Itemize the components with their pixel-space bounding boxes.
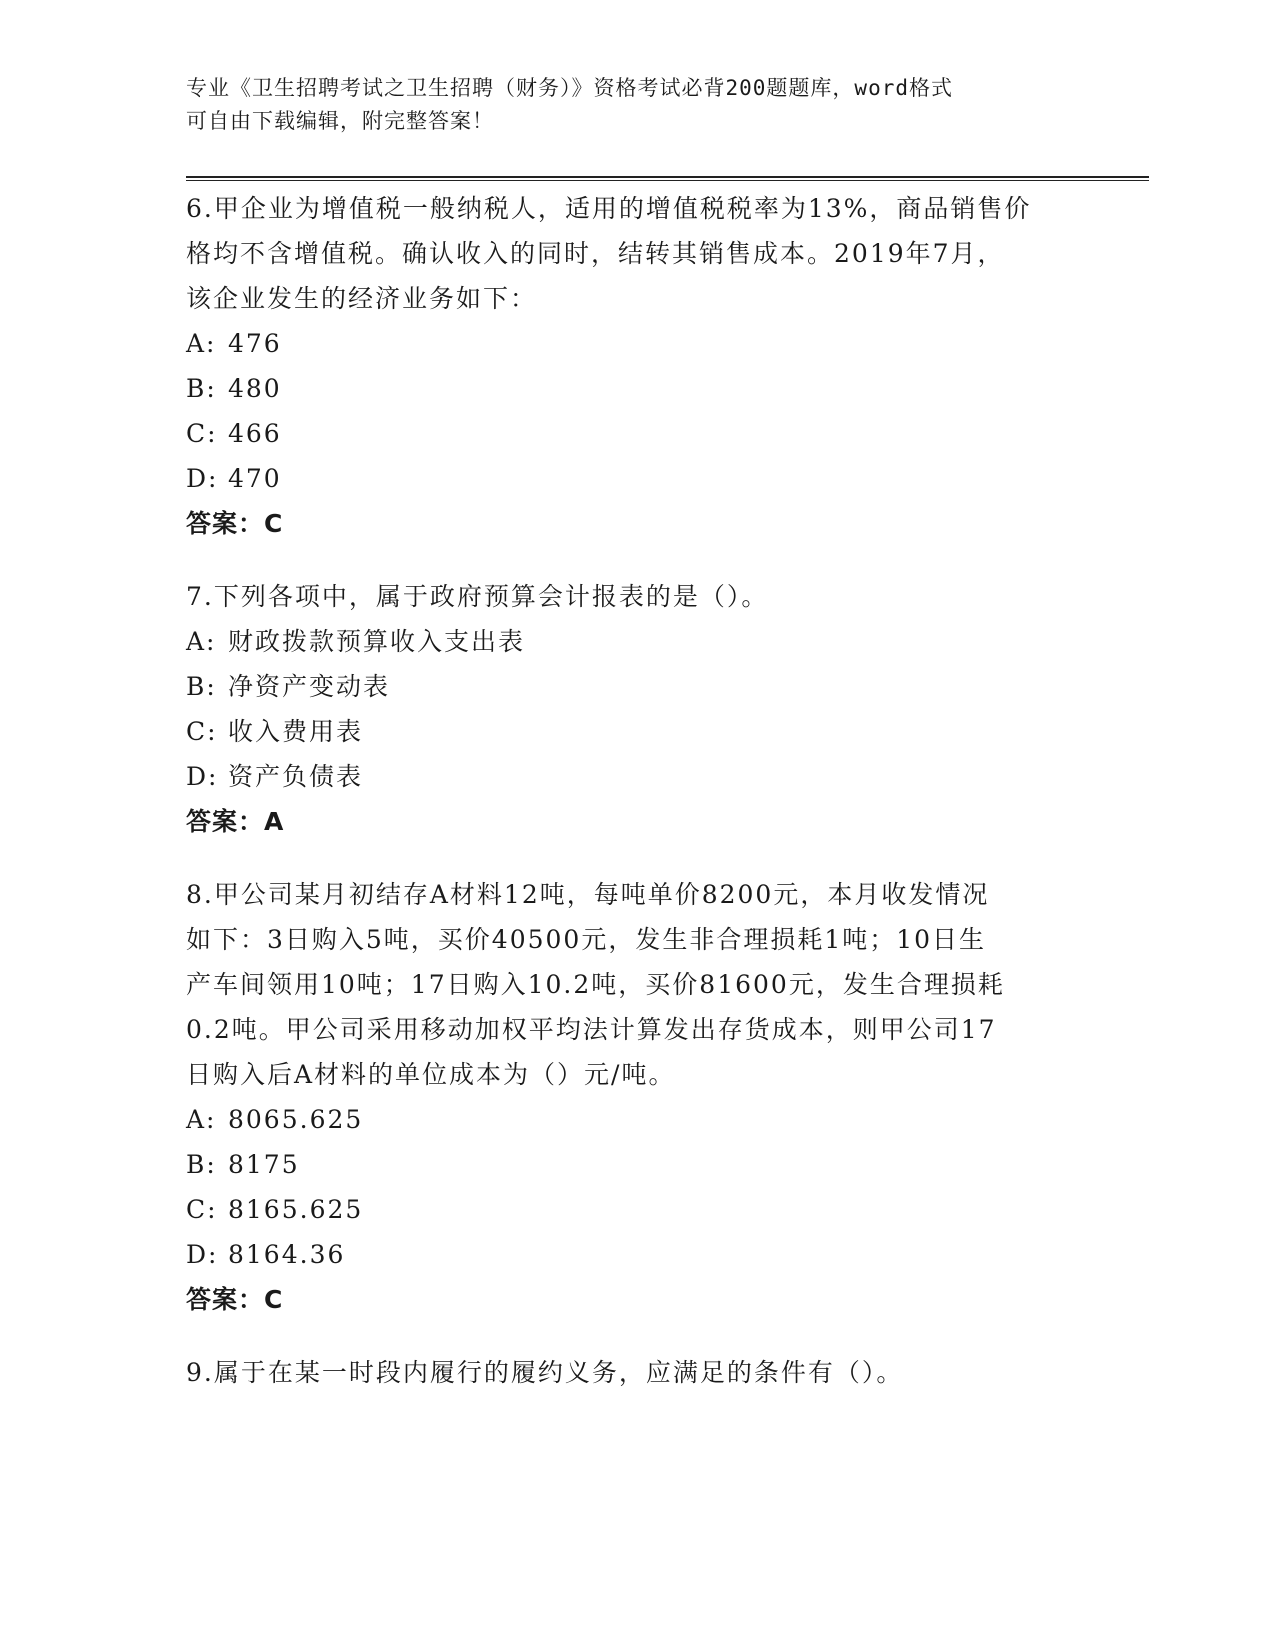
answer-line: 答案：C: [186, 509, 284, 538]
header-line-1: 专业《卫生招聘考试之卫生招聘（财务）》资格考试必背200题题库，word格式: [186, 76, 953, 100]
option-text: 8165.625: [228, 1195, 364, 1224]
answer-line: 答案：A: [186, 807, 285, 836]
question-stem: [186, 872, 1086, 1097]
stem-line: 8.甲公司某月初结存A材料12吨，每吨单价8200元，本月收发情况: [186, 880, 990, 909]
option-key: C:: [186, 717, 218, 746]
stem-line: 格均不含增值税。确认收入的同时，结转其销售成本。2019年7月，: [186, 239, 1005, 268]
answer-line: 答案：C: [186, 1285, 284, 1314]
option-key: A:: [186, 627, 217, 656]
question-stem: [186, 574, 1086, 619]
option-text: 资产负债表: [228, 762, 364, 791]
option-text: 470: [228, 464, 282, 493]
option-b: [186, 1142, 1086, 1187]
option-d: [186, 456, 1086, 501]
option-text: 8065.625: [228, 1105, 364, 1134]
option-text: 8175: [228, 1150, 300, 1179]
question-6: [186, 186, 1086, 546]
option-d: [186, 754, 1086, 799]
option-b: [186, 366, 1086, 411]
stem-line: 如下：3日购入5吨，买价40500元，发生非合理损耗1吨；10日生: [186, 925, 987, 954]
option-key: D:: [186, 762, 219, 791]
question-stem: [186, 1350, 1086, 1395]
stem-line: 该企业发生的经济业务如下：: [186, 284, 538, 313]
option-d: [186, 1232, 1086, 1277]
option-key: D:: [186, 1240, 219, 1269]
question-9: [186, 1350, 1086, 1395]
option-key: B:: [186, 374, 217, 403]
option-text: 480: [228, 374, 282, 403]
option-text: 476: [228, 329, 282, 358]
document-header: [186, 72, 1086, 138]
option-text: 财政拨款预算收入支出表: [228, 627, 526, 656]
option-key: A:: [186, 329, 217, 358]
option-a: [186, 1097, 1086, 1142]
option-b: [186, 664, 1086, 709]
option-text: 8164.36: [228, 1240, 346, 1269]
option-c: [186, 411, 1086, 456]
option-a: [186, 619, 1086, 664]
question-7: [186, 574, 1086, 844]
option-text: 收入费用表: [228, 717, 364, 746]
question-list: [186, 186, 1086, 1423]
option-c: [186, 1187, 1086, 1232]
option-key: B:: [186, 1150, 217, 1179]
option-a: [186, 321, 1086, 366]
header-line-2: 可自由下载编辑，附完整答案！: [186, 109, 494, 133]
option-key: A:: [186, 1105, 217, 1134]
stem-line: 日购入后A材料的单位成本为（）元/吨。: [186, 1060, 676, 1089]
option-key: C:: [186, 419, 218, 448]
option-text: 466: [228, 419, 282, 448]
header-divider: [186, 176, 1149, 181]
option-text: 净资产变动表: [228, 672, 391, 701]
option-c: [186, 709, 1086, 754]
option-key: D:: [186, 464, 219, 493]
stem-line: 0.2吨。甲公司采用移动加权平均法计算发出存货成本，则甲公司17: [186, 1015, 997, 1044]
option-key: C:: [186, 1195, 218, 1224]
option-key: B:: [186, 672, 217, 701]
stem-line: 9.属于在某一时段内履行的履约义务，应满足的条件有（）。: [186, 1358, 904, 1387]
stem-line: 产车间领用10吨；17日购入10.2吨，买价81600元，发生合理损耗: [186, 970, 1005, 999]
stem-line: 6.甲企业为增值税一般纳税人，适用的增值税税率为13%，商品销售价: [186, 194, 1032, 223]
question-8: [186, 872, 1086, 1322]
question-stem: [186, 186, 1086, 321]
stem-line: 7.下列各项中，属于政府预算会计报表的是（）。: [186, 582, 769, 611]
